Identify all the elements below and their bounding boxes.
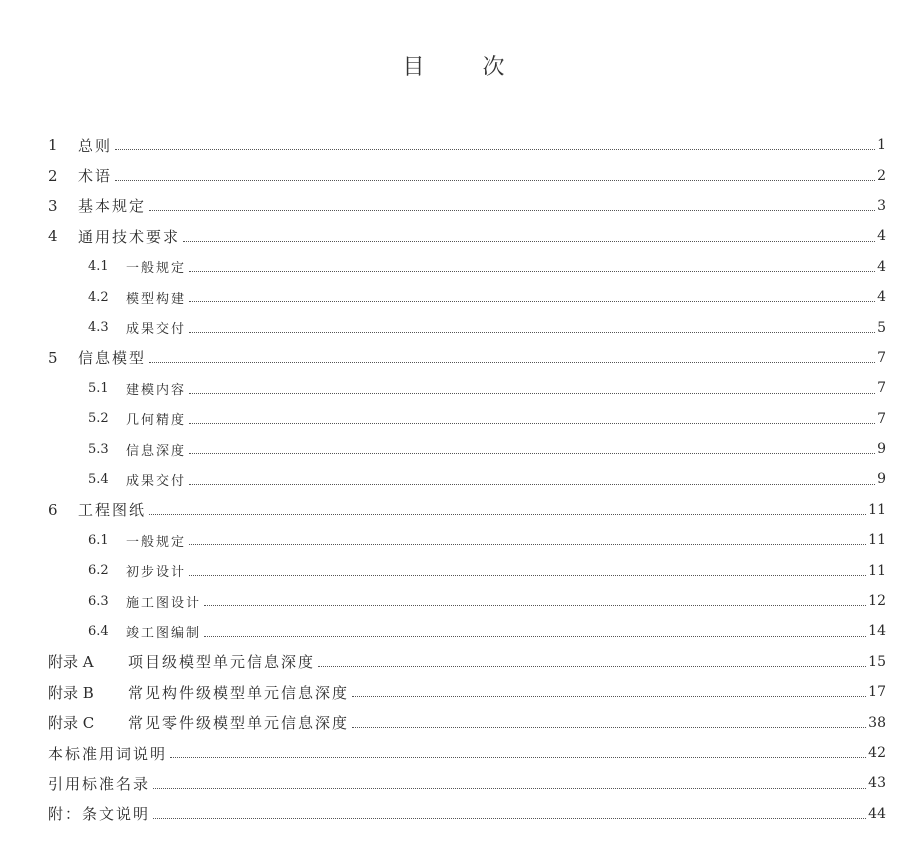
- toc-dot-leader: [149, 361, 875, 363]
- toc-entry-number: 4.1: [88, 259, 109, 275]
- toc-entry-page-number: 9: [877, 441, 886, 458]
- toc-entry-label: 一般规定: [126, 261, 187, 277]
- toc-entry-number: 1: [48, 136, 58, 155]
- toc-entry-label: 常见构件级模型单元信息深度: [128, 683, 350, 702]
- toc-dot-leader: [189, 483, 875, 485]
- toc-entry-number: 4.3: [88, 320, 109, 336]
- toc-entry-page-number: 7: [877, 349, 886, 366]
- toc-entry[interactable]: [48, 799, 886, 829]
- toc-entry-label: 信息模型: [78, 349, 147, 368]
- toc-entry[interactable]: [48, 343, 886, 373]
- toc-entry-label: 术语: [78, 167, 113, 186]
- toc-entry-number: 4: [48, 227, 58, 246]
- toc-dot-leader: [189, 392, 875, 394]
- toc-entry-number: 5.3: [88, 441, 109, 457]
- toc-entry[interactable]: [48, 160, 886, 190]
- toc-entry-label: 成果交付: [126, 322, 187, 338]
- table-of-contents: [48, 130, 886, 829]
- toc-dot-leader: [189, 331, 875, 333]
- toc-entry-label: 附：条文说明: [48, 805, 151, 824]
- toc-entry-page-number: 1: [877, 137, 886, 154]
- toc-entry-page-number: 9: [877, 471, 886, 488]
- toc-entry[interactable]: [48, 707, 886, 737]
- toc-entry-number: 2: [48, 166, 58, 185]
- toc-dot-leader: [189, 452, 875, 454]
- toc-entry-page-number: 38: [868, 714, 886, 731]
- toc-dot-leader: [149, 513, 866, 515]
- toc-entry-number: 5: [48, 348, 58, 367]
- toc-entry-label: 常见零件级模型单元信息深度: [128, 714, 350, 733]
- toc-entry-page-number: 11: [868, 501, 886, 518]
- toc-entry[interactable]: [48, 616, 886, 646]
- toc-entry[interactable]: [48, 191, 886, 221]
- toc-dot-leader: [318, 665, 866, 667]
- toc-dot-leader: [204, 604, 866, 606]
- toc-dot-leader: [153, 817, 866, 819]
- toc-entry-label: 成果交付: [126, 473, 187, 489]
- toc-entry-page-number: 42: [868, 745, 886, 761]
- toc-entry-label: 信息深度: [126, 443, 187, 459]
- toc-entry-page-number: 44: [868, 805, 886, 822]
- toc-entry-number: 6.2: [88, 563, 109, 579]
- toc-entry-number: 6: [48, 500, 58, 519]
- toc-entry-label: 一般规定: [126, 534, 187, 550]
- toc-entry-page-number: 5: [877, 319, 886, 336]
- toc-dot-leader: [189, 300, 875, 302]
- page-title-part-2: 次: [482, 55, 505, 80]
- toc-dot-leader: [189, 270, 875, 272]
- toc-entry[interactable]: [48, 768, 886, 798]
- toc-entry[interactable]: [48, 252, 886, 282]
- toc-entry-label: 本标准用词说明: [48, 744, 168, 763]
- toc-entry-label: 竣工图编制: [126, 625, 202, 641]
- toc-entry-number: 附录 C: [48, 714, 95, 733]
- toc-entry-label: 几何精度: [126, 413, 187, 429]
- toc-entry-number: 4.2: [88, 289, 109, 305]
- toc-entry-page-number: 15: [868, 653, 886, 670]
- toc-entry[interactable]: [48, 434, 886, 464]
- toc-entry-number: 6.4: [88, 623, 109, 639]
- toc-entry-label: 模型构建: [126, 291, 187, 307]
- toc-entry-page-number: 3: [877, 197, 886, 214]
- toc-entry[interactable]: [48, 647, 886, 677]
- toc-entry-number: 5.4: [88, 471, 109, 487]
- toc-entry-page-number: 4: [877, 228, 886, 245]
- toc-entry-number: 3: [48, 196, 58, 215]
- toc-dot-leader: [115, 179, 875, 181]
- toc-dot-leader: [204, 635, 866, 637]
- toc-entry-page-number: 12: [868, 593, 886, 610]
- toc-entry-number: 6.3: [88, 593, 109, 609]
- toc-entry[interactable]: [48, 282, 886, 312]
- toc-dot-leader: [170, 756, 866, 758]
- toc-dot-leader: [115, 148, 875, 150]
- toc-entry-page-number: 43: [868, 775, 886, 792]
- toc-entry[interactable]: [48, 404, 886, 434]
- toc-entry[interactable]: [48, 555, 886, 585]
- toc-entry-label: 初步设计: [126, 565, 187, 581]
- toc-entry[interactable]: [48, 677, 886, 707]
- toc-entry[interactable]: [48, 738, 886, 768]
- toc-entry-page-number: 7: [877, 380, 886, 397]
- toc-entry-page-number: 4: [877, 258, 886, 275]
- toc-dot-leader: [352, 695, 866, 697]
- toc-entry-number: 附录 B: [48, 683, 94, 702]
- toc-entry-number: 5.2: [88, 411, 109, 427]
- toc-entry-number: 6.1: [88, 532, 109, 548]
- toc-entry[interactable]: [48, 495, 886, 525]
- toc-entry-label: 工程图纸: [78, 501, 147, 520]
- toc-dot-leader: [183, 240, 875, 242]
- toc-entry-label: 项目级模型单元信息深度: [128, 653, 316, 672]
- toc-entry-page-number: 14: [868, 623, 886, 640]
- toc-entry-label: 基本规定: [78, 197, 147, 216]
- toc-entry[interactable]: [48, 373, 886, 403]
- toc-dot-leader: [189, 543, 866, 545]
- page-title: [0, 50, 907, 81]
- toc-entry-page-number: 17: [868, 684, 886, 701]
- toc-dot-leader: [149, 209, 875, 211]
- toc-dot-leader: [352, 726, 866, 728]
- toc-entry-page-number: 2: [877, 167, 886, 184]
- toc-entry-page-number: 4: [877, 289, 886, 306]
- toc-dot-leader: [189, 574, 866, 576]
- toc-dot-leader: [153, 787, 866, 789]
- toc-dot-leader: [189, 422, 875, 424]
- toc-entry[interactable]: [48, 312, 886, 342]
- toc-entry-number: 附录 A: [48, 653, 94, 672]
- page-title-part-1: 目: [402, 55, 425, 80]
- toc-entry[interactable]: [48, 221, 886, 251]
- toc-entry-label: 总则: [78, 136, 113, 155]
- toc-entry-label: 建模内容: [126, 382, 187, 398]
- toc-entry-label: 通用技术要求: [78, 227, 181, 246]
- toc-entry[interactable]: [48, 525, 886, 555]
- toc-entry[interactable]: [48, 586, 886, 616]
- toc-entry-number: 5.1: [88, 380, 109, 396]
- toc-entry-page-number: 7: [877, 410, 886, 427]
- toc-entry-page-number: 11: [868, 562, 886, 579]
- toc-entry-page-number: 11: [868, 532, 886, 549]
- toc-entry-label: 引用标准名录: [48, 774, 151, 793]
- toc-entry[interactable]: [48, 130, 886, 160]
- toc-entry-label: 施工图设计: [126, 595, 202, 611]
- toc-entry[interactable]: [48, 464, 886, 494]
